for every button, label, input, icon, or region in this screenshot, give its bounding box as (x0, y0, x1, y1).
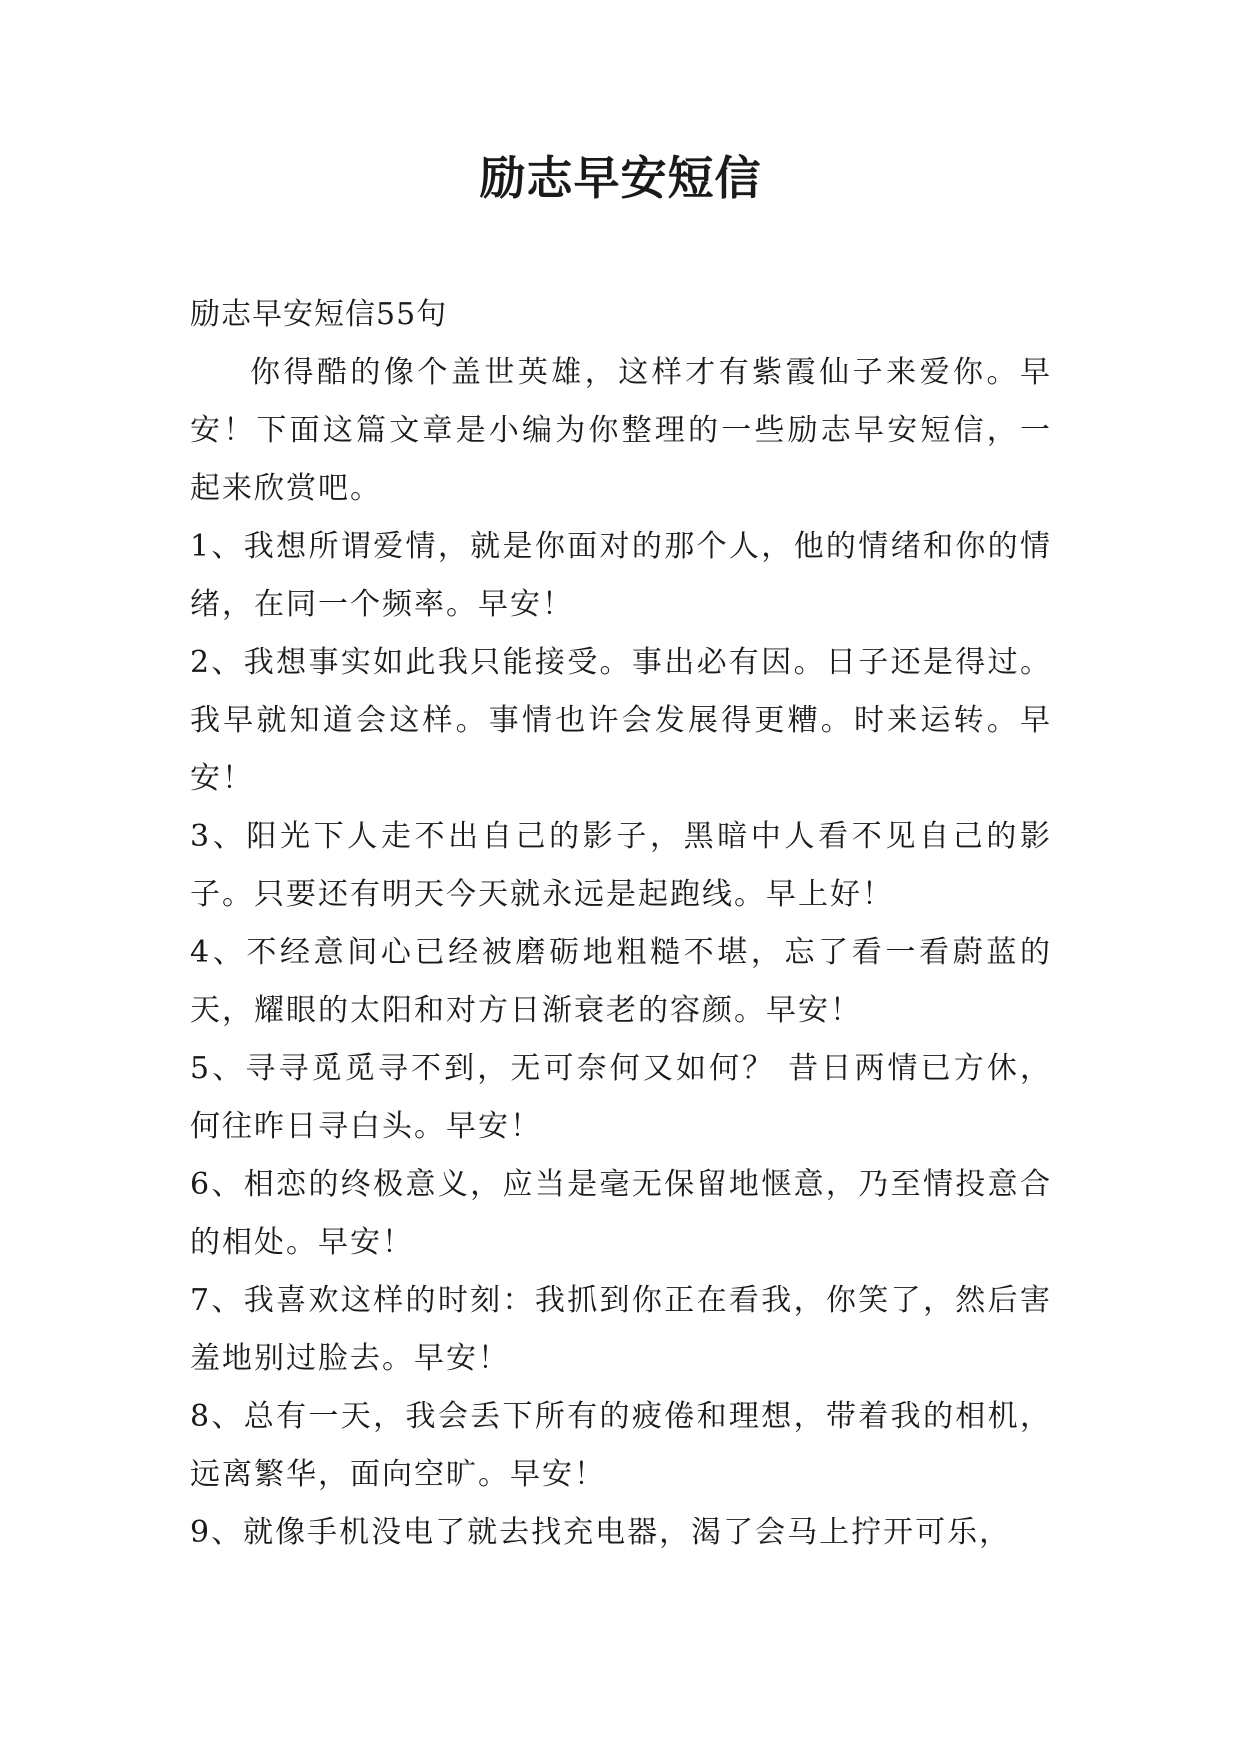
document-title: 励志早安短信 (479, 151, 762, 205)
list-item: 8、总有一天，我会丢下所有的疲倦和理想，带着我的相机，远离繁华，面向空旷。早安！ (190, 1399, 1052, 1492)
list-item: 4、不经意间心已经被磨砺地粗糙不堪，忘了看一看蔚蓝的天，耀眼的太阳和对方日渐衰老的容颜。早安！ (190, 935, 1052, 1028)
list-item: 5、寻寻觅觅寻不到，无可奈何又如何？ 昔日两情已方休，何往昨日寻白头。早安！ (190, 1051, 1052, 1144)
list-item: 7、我喜欢这样的时刻：我抓到你正在看我，你笑了，然后害羞地别过脸去。早安！ (190, 1283, 1052, 1376)
list-item: 6、相恋的终极意义，应当是毫无保留地惬意，乃至情投意合的相处。早安！ (190, 1167, 1052, 1260)
intro-paragraph: 你得酷的像个盖世英雄，这样才有紫霞仙子来爱你。早安！下面这篇文章是小编为你整理的一些励志早安短信，一起来欣赏吧。 (190, 355, 1052, 506)
list-item: 3、阳光下人走不出自己的影子，黑暗中人看不见自己的影子。只要还有明天今天就永远是起跑线。早上好！ (190, 819, 1052, 912)
list-item: 1、我想所谓爱情，就是你面对的那个人，他的情绪和你的情绪，在同一个频率。早安！ (190, 529, 1052, 622)
document-body (190, 286, 1052, 1562)
list-item: 9、就像手机没电了就去找充电器，渴了会马上拧开可乐， (190, 1515, 1012, 1550)
list-item: 2、我想事实如此我只能接受。事出必有因。日子还是得过。我早就知道会这样。事情也许会发展得更糟。时来运转。早安！ (190, 645, 1052, 796)
document-subtitle: 励志早安短信55句 (190, 297, 448, 332)
